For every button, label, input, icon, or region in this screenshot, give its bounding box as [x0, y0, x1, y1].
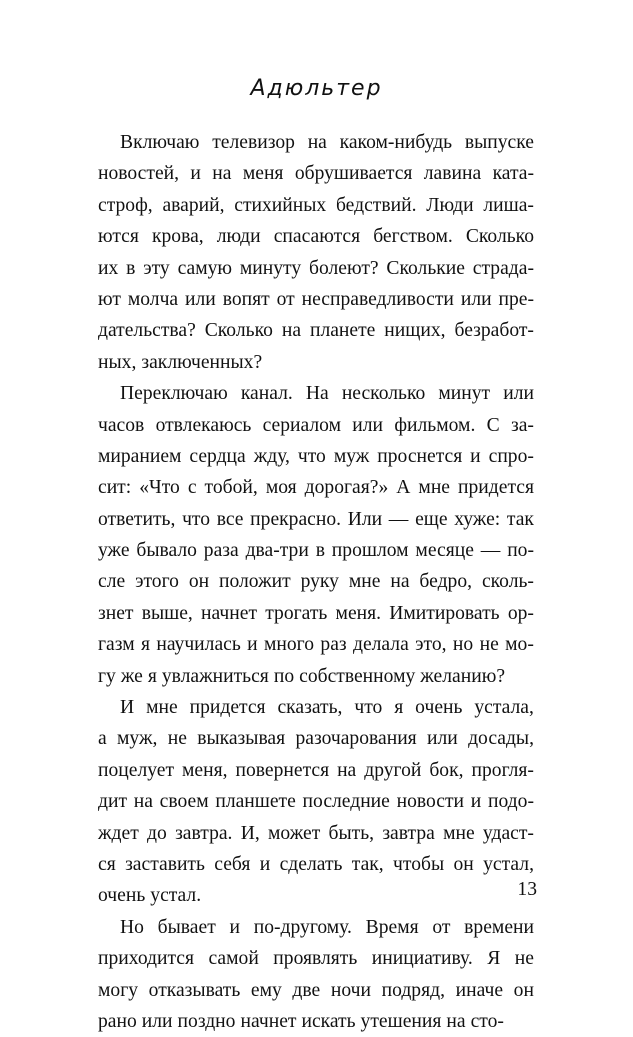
text-line: ются крова, люди спасаются бегством. Сколько	[98, 226, 534, 248]
text-line: ответить, что все прекрасно. Или — еще хуже: так	[98, 508, 534, 530]
text-line: миранием сердца жду, что муж проснется и спро-	[98, 445, 534, 467]
text-line: газм я научилась и много раз делала это, но не мо-	[98, 634, 534, 656]
running-title: Адюльтер	[250, 76, 383, 101]
text-line: их в эту самую минуту болеют? Сколькие страда-	[98, 257, 534, 279]
text-line: И мне придется сказать, что я очень устала,	[120, 697, 534, 719]
text-line: часов отвлекаюсь сериалом или фильмом. С за-	[98, 414, 534, 436]
text-line: Переключаю канал. На несколько минут или	[120, 383, 534, 405]
text-line: очень устал.	[98, 885, 202, 907]
text-line: дательства? Сколько на планете нищих, безработ-	[98, 320, 534, 342]
body-text	[98, 127, 534, 1037]
text-line: Включаю телевизор на каком-нибудь выпуске	[120, 132, 534, 153]
text-line: а муж, не выказывая разочарования или досады,	[98, 728, 534, 750]
text-line: ся заставить себя и сделать так, чтобы он устал,	[98, 853, 534, 875]
text-line: новостей, и на меня обрушивается лавина ката-	[98, 163, 534, 185]
text-line: уже бывало раза два-три в прошлом месяце — по-	[98, 540, 534, 562]
page-number: 13	[517, 879, 537, 900]
text-line: сле этого он положит руку мне на бедро, сколь-	[98, 571, 534, 593]
text-line: поцелует меня, повернется на другой бок, прогля-	[98, 759, 534, 781]
text-line: сит: «Что с тобой, моя дорогая?» А мне придется	[98, 477, 534, 499]
text-line: рано или поздно начнет искать утешения на сто-	[98, 1010, 504, 1032]
text-line: ных, заключенных?	[98, 351, 263, 373]
text-line: ждет до завтра. И, может быть, завтра мне удаст-	[98, 822, 534, 844]
text-line: знет выше, начнет трогать меня. Имитировать ор-	[98, 602, 534, 624]
text-line: приходится самой проявлять инициативу. Я не	[98, 948, 534, 970]
text-line: ют молча или вопят от несправедливости или пре-	[98, 288, 534, 310]
text-line: могу отказывать ему две ночи подряд, иначе он	[98, 979, 534, 1001]
text-line: гу же я увлажниться по собственному желанию?	[98, 665, 506, 687]
text-line: строф, аварий, стихийных бедствий. Люди лиша-	[98, 194, 534, 216]
text-line: дит на своем планшете последние новости и подо-	[98, 791, 534, 813]
text-line: Но бывает и по-другому. Время от времени	[120, 916, 534, 938]
